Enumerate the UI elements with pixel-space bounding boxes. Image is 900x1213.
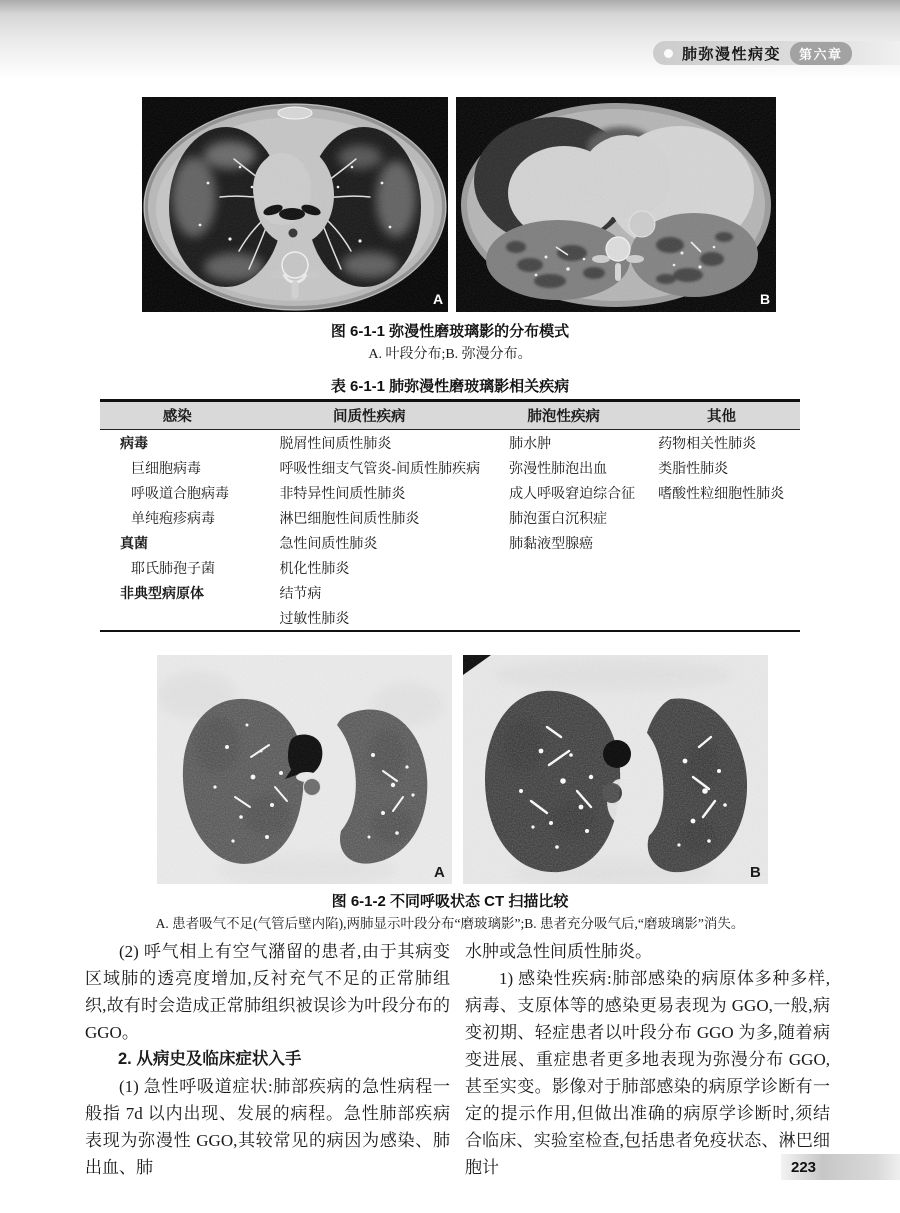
table-cell: 非特异性间质性肺炎 xyxy=(279,486,406,502)
table-header-cell: 其他 xyxy=(643,401,800,430)
ct-image-6-1-1-b xyxy=(456,97,776,312)
table-cell: 弥漫性肺泡出血 xyxy=(509,461,608,477)
table-header-cell: 肺泡性疾病 xyxy=(484,401,643,430)
table-row xyxy=(100,530,800,555)
figure-label-b: B xyxy=(760,291,771,307)
table-cell: 成人呼吸窘迫综合征 xyxy=(509,486,636,502)
paragraph: (2) 呼气相上有空气潴留的患者,由于其病变区域肺的透亮度增加,反衬充气不足的正常肺组织,故有时会造成正常肺组织被误诊为叶段分布的 GGO。 xyxy=(85,942,450,1042)
ct-image-6-1-1-a xyxy=(142,97,448,312)
ct-image-6-1-2-a xyxy=(157,655,452,884)
figure1-caption-sub: A. 叶段分布;B. 弥漫分布。 xyxy=(368,347,532,362)
figure-label-a: A xyxy=(434,864,445,881)
page-number-bar xyxy=(781,1154,900,1180)
body-text xyxy=(85,938,830,1181)
table-cell xyxy=(484,580,643,605)
table-cell: 呼吸道合胞病毒 xyxy=(131,486,229,502)
disease-table xyxy=(100,399,800,632)
table-cell: 单纯疱疹病毒 xyxy=(131,511,215,527)
table-cell xyxy=(484,605,643,631)
table-title: 表 6-1-1 肺弥漫性磨玻璃影相关疾病 xyxy=(330,378,570,395)
figure2-caption-title: 图 6-1-2 不同呼吸状态 CT 扫描比较 xyxy=(331,893,569,910)
table-cell: 药物相关性肺炎 xyxy=(658,436,757,452)
table-cell: 嗜酸性粒细胞性肺炎 xyxy=(658,486,785,502)
paragraph: (1) 急性呼吸道症状:肺部疾病的急性病程一般指 7d 以内出现、发展的病程。急性肺部疾病表现为弥漫性 GGO,其较常见的病因为感染、肺出血、肺 xyxy=(85,1077,450,1177)
figure-6-1-1 xyxy=(142,97,776,312)
table-cell: 非典型病原体 xyxy=(120,584,204,601)
figure-6-1-2 xyxy=(157,655,768,884)
table-header-cell: 间质性疾病 xyxy=(254,401,484,430)
page-top-gradient xyxy=(0,0,900,80)
table-row xyxy=(100,605,800,631)
table-cell xyxy=(484,555,643,580)
table-cell: 脱屑性间质性肺炎 xyxy=(279,436,392,452)
paragraph: 1) 感染性疾病:肺部感染的病原体多种多样,病毒、支原体等的感染更易表现为 GGO,一般,病变初期、轻症患者以叶段分布 GGO 为多,随着病变进展、重症患者更多地表现为弥漫分布 GGO,甚至实变。影像对于肺部感染的病原学诊断有一定的提示作用,但做出准确的病原学诊断时,须结合临床、实验室检查,包括患者免疫状态、淋巴细胞计 xyxy=(465,969,830,1177)
table-cell: 类脂性肺炎 xyxy=(658,461,729,477)
table-cell xyxy=(643,555,800,580)
section-heading: 2. 从病史及临床症状入手 xyxy=(118,1050,302,1068)
page-number: 223 xyxy=(791,1158,817,1176)
table-row xyxy=(100,430,800,456)
table-cell xyxy=(643,505,800,530)
table-cell: 急性间质性肺炎 xyxy=(279,536,378,552)
table-cell: 病毒 xyxy=(120,434,148,451)
figure-label-b: B xyxy=(750,864,761,881)
table-cell xyxy=(643,605,800,631)
table-cell: 肺泡蛋白沉积症 xyxy=(509,511,608,527)
table-cell: 结节病 xyxy=(279,586,322,602)
table-cell: 耶氏肺孢子菌 xyxy=(131,561,215,577)
text-column-right xyxy=(465,938,830,1181)
table-cell: 巨细胞病毒 xyxy=(131,461,201,477)
bullet-icon xyxy=(664,49,673,58)
table-row xyxy=(100,505,800,530)
chapter-header xyxy=(653,41,900,65)
table-row xyxy=(100,580,800,605)
table-row xyxy=(100,555,800,580)
text-column-left xyxy=(85,938,450,1181)
figure-label-a: A xyxy=(433,291,444,307)
table-cell: 淋巴细胞性间质性肺炎 xyxy=(279,511,420,527)
chapter-title: 肺弥漫性病变 xyxy=(682,45,782,63)
table-cell: 真菌 xyxy=(120,534,148,551)
figure2-caption-sub: A. 患者吸气不足(气管后壁内陷),两肺显示叶段分布“磨玻璃影”;B. 患者充分吸气后,“磨玻璃影”消失。 xyxy=(155,916,745,931)
table-body xyxy=(100,430,800,632)
figure1-caption-title: 图 6-1-1 弥漫性磨玻璃影的分布模式 xyxy=(330,323,570,340)
chapter-badge: 第六章 xyxy=(790,42,852,65)
table-cell xyxy=(643,580,800,605)
table-cell: 过敏性肺炎 xyxy=(279,611,350,627)
table-cell xyxy=(643,530,800,555)
table-cell: 肺黏液型腺癌 xyxy=(509,536,594,552)
table-cell: 呼吸性细支气管炎-间质性肺疾病 xyxy=(279,461,481,477)
ct-image-6-1-2-b xyxy=(463,655,768,884)
table-header-cell: 感染 xyxy=(100,401,254,430)
table-cell xyxy=(100,605,254,631)
table-header-row xyxy=(100,401,800,430)
table-cell: 机化性肺炎 xyxy=(279,561,350,577)
paragraph: 水肿或急性间质性肺炎。 xyxy=(465,942,652,961)
table-row xyxy=(100,455,800,480)
table-cell: 肺水肿 xyxy=(509,436,552,452)
table-row xyxy=(100,480,800,505)
